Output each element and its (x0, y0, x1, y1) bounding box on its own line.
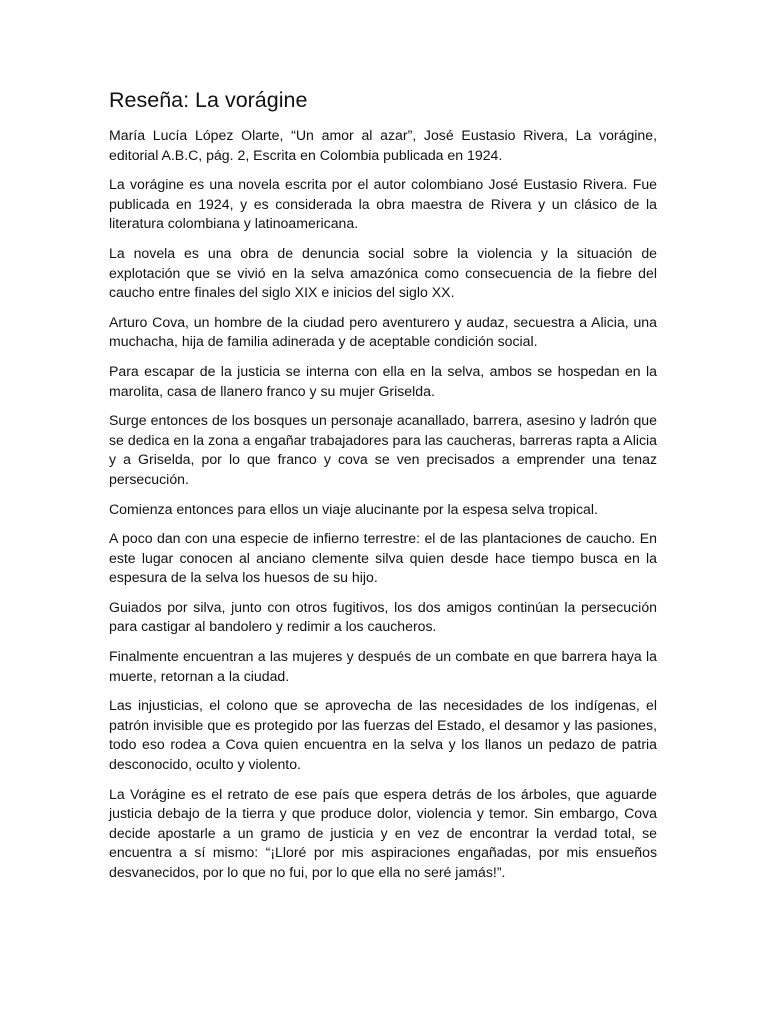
paragraph-social-denunciation: La novela es una obra de denuncia social sobre la violencia y la situación de explotación que se vivió en la selva amazónica como consecuencia de la fiebre del caucho entre finales del siglo XIX e inicios del siglo XX. (109, 244, 657, 301)
paragraph-arturo-cova: Arturo Cova, un hombre de la ciudad pero aventurero y audaz, secuestra a Alicia, una muchacha, hija de familia adinerada y de aceptable condición social. (109, 313, 657, 350)
paragraph-return: Finalmente encuentran a las mujeres y después de un combate en que barrera haya la muerte, retornan a la ciudad. (109, 648, 657, 684)
paragraph-citation: María Lucía López Olarte, “Un amor al azar”, José Eustasio Rivera, La vorágine, editorial A.B.C, pág. 2, Escrita en Colombia publicada en 1924. (109, 127, 657, 163)
paragraph-intro: La vorágine es una novela escrita por el autor colombiano José Eustasio Rivera. Fue publicada en 1924, y es considerada la obra maestra de Rivera y un clásico de la literatura colombiana y latinoamericana. (109, 176, 657, 232)
document-title: Reseña: La vorágine (109, 88, 308, 112)
paragraph-conclusion: La Vorágine es el retrato de ese país que espera detrás de los árboles, que aguarde justicia debajo de la tierra y que produce dolor, violencia y temor. Sin embargo, Cova decide apostarle a un gramo de justicia y en vez de encontrar la verdad total, se encuentra a sí mismo: “¡Lloré por mis aspiraciones engañadas, por mis ensueños desvanecidos, por lo que no fui, por lo que ella no seré jamás!”. (109, 785, 657, 880)
paragraph-escape: Para escapar de la justicia se interna con ella en la selva, ambos se hospedan en la marolita, casa de llanero franco y su mujer Griselda. (109, 362, 657, 399)
document-body (109, 126, 657, 893)
paragraph-injustices: Las injusticias, el colono que se aprovecha de las necesidades de los indígenas, el patrón invisible que es protegido por las fuerzas del Estado, el desamor y las pasiones, todo eso rodea a Cova quien encuentra en la selva y los llanos un pedazo de patria desconocido, oculto y violento. (109, 697, 657, 773)
paragraph-pursuit: Guiados por silva, junto con otros fugitivos, los dos amigos continúan la persecución para castigar al bandolero y redimir a los caucheros. (109, 598, 657, 635)
paragraph-journey: Comienza entonces para ellos un viaje alucinante por la espesa selva tropical. (109, 500, 598, 517)
paragraph-rubber-plantations: A poco dan con una especie de infierno terrestre: el de las plantaciones de caucho. En este lugar conocen al anciano clemente silva quien desde hace tiempo busca en la espesura de la selva los huesos de su hijo. (109, 530, 657, 586)
paragraph-barrera: Surge entonces de los bosques un personaje acanallado, barrera, asesino y ladrón que se dedica en la zona a engañar trabajadores para las caucheras, barreras rapta a Alicia y a Griselda, por lo que franco y cova se ven precisados a emprender una tenaz persecución. (109, 412, 657, 487)
